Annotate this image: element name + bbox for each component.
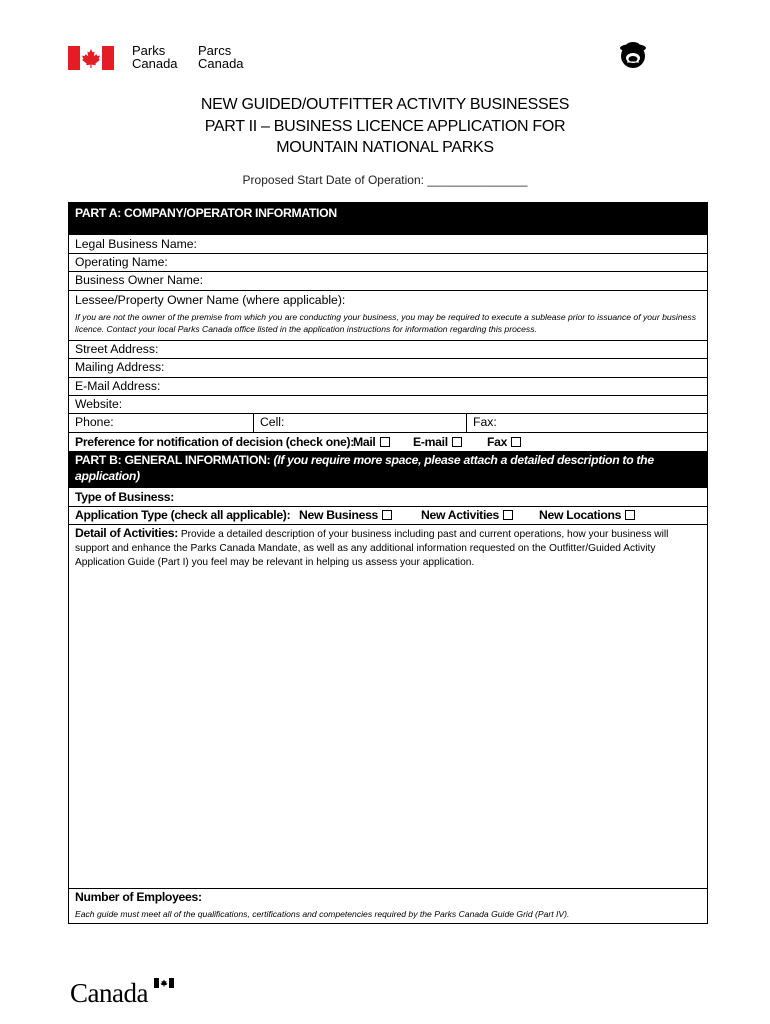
- detail-of-activities-field[interactable]: [69, 525, 707, 889]
- new-business-checkbox[interactable]: [382, 510, 392, 520]
- application-type-label: Application Type (check all applicable):: [75, 508, 291, 522]
- fax-option[interactable]: [487, 434, 521, 451]
- fax-field[interactable]: [467, 414, 707, 432]
- title-line-2: PART II – BUSINESS LICENCE APPLICATION FOR: [204, 117, 566, 135]
- number-of-employees-field[interactable]: [69, 889, 707, 923]
- mail-checkbox[interactable]: [380, 437, 390, 447]
- legal-business-name-field[interactable]: [69, 235, 707, 254]
- part-a-heading: [69, 203, 707, 235]
- business-owner-name-label: Business Owner Name:: [75, 273, 204, 287]
- cell-label: Cell:: [260, 415, 285, 429]
- mailing-address-field[interactable]: [69, 359, 707, 378]
- fax-option-label: Fax: [487, 435, 508, 449]
- canada-wordmark: Canada: [70, 978, 148, 1008]
- website-field[interactable]: [69, 396, 707, 414]
- type-of-business-label: Type of Business:: [75, 490, 174, 504]
- website-label: Website:: [75, 397, 123, 411]
- legal-business-name-label: Legal Business Name:: [75, 237, 197, 251]
- title-line-1: NEW GUIDED/OUTFITTER ACTIVITY BUSINESSES: [200, 96, 570, 113]
- lessee-owner-field[interactable]: [69, 291, 707, 341]
- mail-option-label: Mail: [353, 435, 376, 449]
- part-b-heading: [69, 452, 707, 488]
- beaver-emblem-icon: [618, 40, 648, 70]
- email-checkbox[interactable]: [452, 437, 462, 447]
- fax-checkbox[interactable]: [511, 437, 521, 447]
- page-title: [0, 94, 770, 159]
- number-of-employees-label: Number of Employees:: [75, 890, 202, 904]
- detail-of-activities-text: [75, 526, 707, 570]
- new-activities-checkbox[interactable]: [503, 510, 513, 520]
- street-address-field[interactable]: [69, 341, 707, 359]
- part-b-heading-text: PART B: GENERAL INFORMATION:: [75, 453, 271, 467]
- email-address-field[interactable]: [69, 378, 707, 396]
- canada-flag-icon: [68, 46, 114, 70]
- mailing-address-label: Mailing Address:: [75, 360, 165, 374]
- guide-requirements-note: Each guide must meet all of the qualifications, certifications and competencies required by the Parks Canada Guide Grid (Part IV).: [75, 909, 570, 919]
- email-option-label: E-mail: [413, 435, 448, 449]
- email-address-label: E-Mail Address:: [75, 379, 161, 393]
- title-line-3: MOUNTAIN NATIONAL PARKS: [276, 139, 494, 156]
- org-en-line1: Parks: [132, 43, 166, 58]
- contact-numbers-row: [69, 414, 707, 433]
- canada-wordmark-flag-icon: [154, 978, 174, 988]
- part-a-heading-text: PART A: COMPANY/OPERATOR INFORMATION: [75, 206, 337, 220]
- part-b-heading-note: (If you require more space, please attach a detailed description to the application): [75, 453, 654, 483]
- type-of-business-field[interactable]: [69, 488, 707, 507]
- org-fr-line1: Parcs: [198, 43, 232, 58]
- new-locations-label: New Locations: [539, 508, 622, 522]
- operating-name-label: Operating Name:: [75, 255, 168, 269]
- application-form: [68, 202, 708, 924]
- lessee-owner-label: Lessee/Property Owner Name (where applicable):: [75, 293, 346, 307]
- sublease-note: If you are not the owner of the premise from which you are conducting your business, you may be required to execute a sublease prior to issuance of your business licence. Contact your local Parks Canada office listed in the application instructions for information regarding this process.: [75, 312, 696, 334]
- proposed-start-date[interactable]: Proposed Start Date of Operation: _______________: [242, 173, 528, 187]
- phone-field[interactable]: [69, 414, 253, 432]
- new-activities-option[interactable]: [421, 507, 513, 524]
- phone-label: Phone:: [75, 415, 114, 429]
- business-owner-name-field[interactable]: [69, 272, 707, 291]
- new-business-option[interactable]: [299, 507, 392, 524]
- cell-field[interactable]: [254, 414, 466, 432]
- notification-label: Preference for notification of decision (check one):: [75, 435, 354, 449]
- email-option[interactable]: [413, 434, 462, 451]
- new-activities-label: New Activities: [421, 508, 499, 522]
- fax-label: Fax:: [473, 415, 497, 429]
- org-en-line2: Canada: [132, 56, 178, 71]
- operating-name-field[interactable]: [69, 254, 707, 272]
- mail-option[interactable]: [353, 434, 390, 451]
- notification-preference-row: [69, 433, 707, 452]
- application-type-row: [69, 507, 707, 525]
- detail-of-activities-instructions: Provide a detailed description of your business including past and current operations, how your business will support and enhance the Parks Canada Mandate, as well as any additional information requested on the Outfitter/Guided Activity Application Guide (Part I) you feel may be relevant in helping us assess your application.: [75, 529, 669, 568]
- new-locations-option[interactable]: [539, 507, 635, 524]
- new-locations-checkbox[interactable]: [625, 510, 635, 520]
- detail-of-activities-label: Detail of Activities:: [75, 526, 178, 540]
- new-business-label: New Business: [299, 508, 379, 522]
- org-fr-line2: Canada: [198, 56, 244, 71]
- street-address-label: Street Address:: [75, 342, 159, 356]
